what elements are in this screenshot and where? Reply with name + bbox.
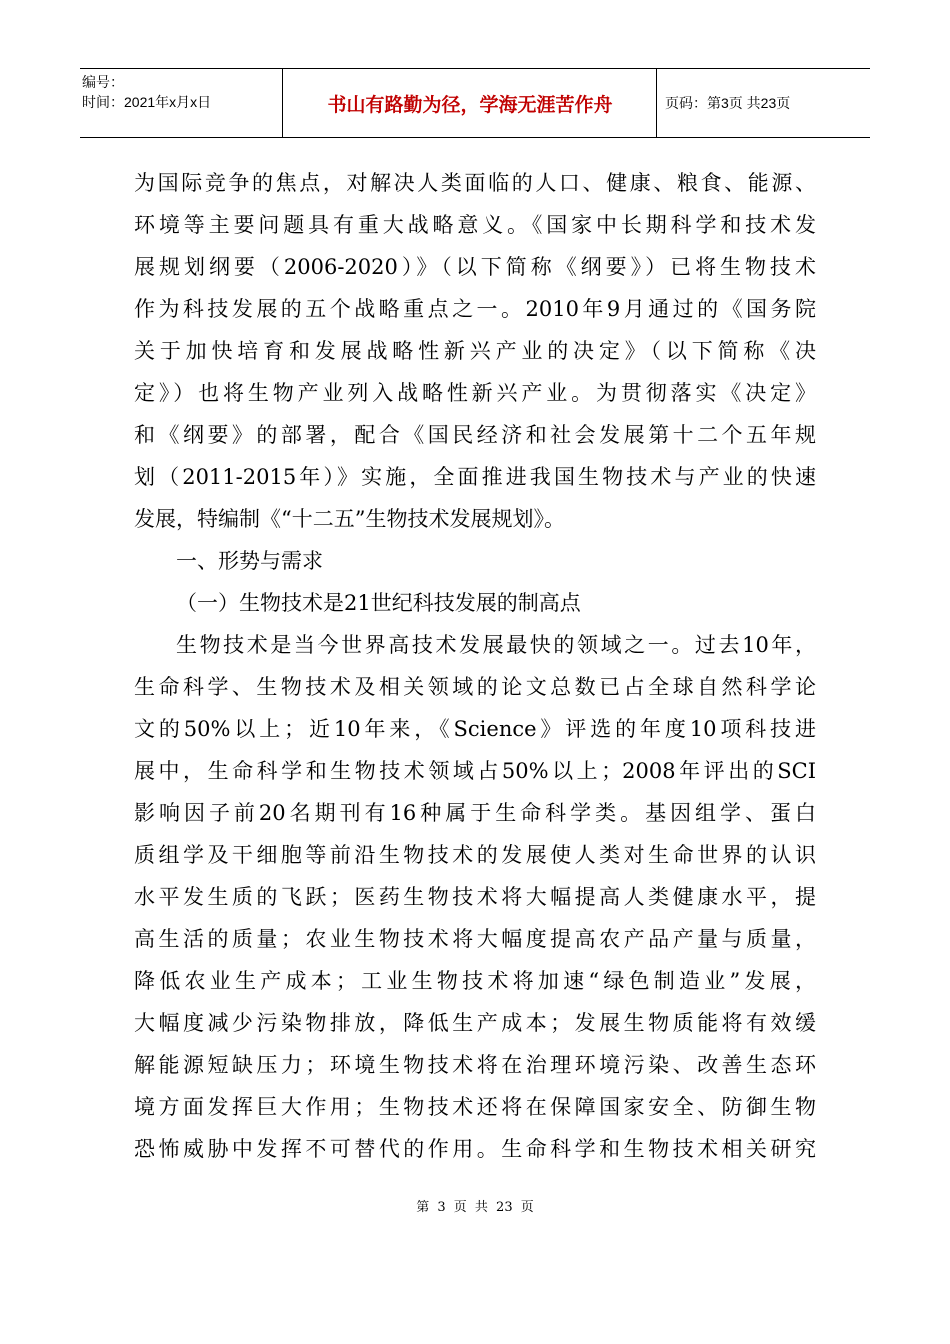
body-line: 文的50%以上；近10年来，《Science》评选的年度10项科技进 [134, 717, 816, 741]
header-page-info-cell [657, 69, 870, 137]
page-footer [0, 1196, 950, 1215]
header-motto-cell [284, 69, 657, 137]
header-meta [80, 69, 283, 137]
body-line: 关于加快培育和发展战略性新兴产业的决定》（以下简称《决 [134, 339, 816, 363]
header-number-label: 编号： [82, 74, 124, 90]
header-motto: 书山有路勤为径，学海无涯苦作舟 [327, 93, 613, 116]
body-line: 大幅度减少污染物排放，降低生产成本；发展生物质能将有效缓 [134, 1011, 816, 1035]
body-line: 环境等主要问题具有重大战略意义。《国家中长期科学和技术发 [134, 213, 816, 237]
body-line: 和《纲要》的部署，配合《国民经济和社会发展第十二个五年规 [134, 423, 816, 447]
body-line: 生物技术是当今世界高技术发展最快的领域之一。过去10年， [176, 633, 816, 657]
body-line: 高生活的质量；农业生物技术将大幅度提高农产品产量与质量， [134, 927, 816, 951]
body-line: 恐怖威胁中发挥不可替代的作用。生命科学和生物技术相关研究 [134, 1137, 816, 1161]
footer-page-number: 第 3 页 共 23 页 [416, 1200, 534, 1215]
body-line: 降低农业生产成本；工业生物技术将加速“绿色制造业”发展， [134, 969, 816, 993]
body-line: 展中，生命科学和生物技术领域占50%以上；2008年评出的SCI [134, 759, 816, 783]
body-line: 为国际竞争的焦点，对解决人类面临的人口、健康、粮食、能源、 [134, 171, 816, 195]
header-page-info: 页码：第3页 共23页 [665, 95, 791, 111]
body-line: 解能源短缺压力；环境生物技术将在治理环境污染、改善生态环 [134, 1053, 816, 1077]
body-line: 划（2011-2015年）》实施，全面推进我国生物技术与产业的快速 [134, 465, 816, 489]
subsection-heading: （一）生物技术是21世纪科技发展的制高点 [176, 591, 581, 615]
page-header [80, 68, 870, 138]
document-body [134, 162, 816, 1170]
body-line: 发展，特编制《“十二五”生物技术发展规划》。 [134, 507, 565, 531]
body-line: 作为科技发展的五个战略重点之一。2010年9月通过的《国务院 [134, 297, 816, 321]
header-time-label: 时间：2021年x月x日 [82, 94, 212, 110]
body-line: 影响因子前20名期刊有16种属于生命科学类。基因组学、蛋白 [134, 801, 816, 825]
body-line: 质组学及干细胞等前沿生物技术的发展使人类对生命世界的认识 [134, 843, 816, 867]
body-line: 定》）也将生物产业列入战略性新兴产业。为贯彻落实《决定》 [134, 381, 816, 405]
body-line: 生命科学、生物技术及相关领域的论文总数已占全球自然科学论 [134, 675, 816, 699]
body-line: 展规划纲要（2006-2020）》（以下简称《纲要》）已将生物技术 [134, 255, 816, 279]
body-line: 水平发生质的飞跃；医药生物技术将大幅提高人类健康水平，提 [134, 885, 816, 909]
section-heading: 一、形势与需求 [176, 549, 323, 573]
body-line: 境方面发挥巨大作用；生物技术还将在保障国家安全、防御生物 [134, 1095, 816, 1119]
